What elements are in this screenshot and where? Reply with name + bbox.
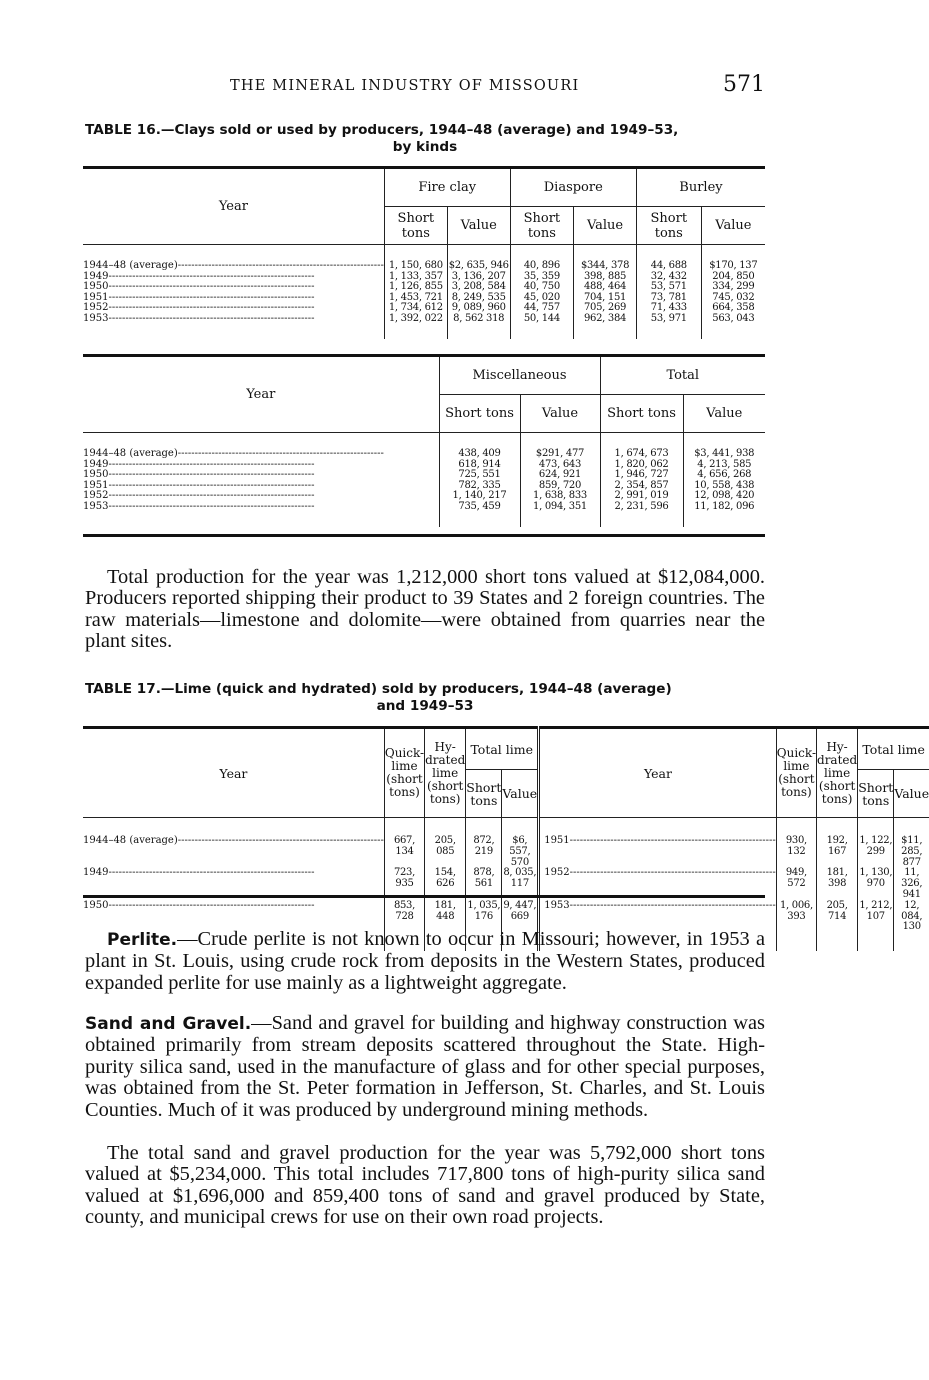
table17-caption-line2: and 1949–53	[376, 698, 474, 714]
table16b-group-header: Miscellaneous	[439, 356, 600, 395]
body-paragraph-last: The total sand and gravel production for the year was 5,792,000 short tons valued at $5,234,000. This total includes 717,800 tons of high-purity silica sand valued at $1,696,000 and 859,400 tons of sand and gravel produced by State, county, and municipal crews for use on their own road projects.	[85, 1142, 765, 1229]
cell-fire-tons: 1, 126, 855	[384, 282, 447, 293]
row-year: 1949-------------------------------------------------------------	[83, 458, 315, 470]
cell-misc-tons: 725, 551	[439, 470, 520, 481]
cell-total-tons: 2, 991, 019	[600, 491, 683, 502]
cell-total-value: 4, 656, 268	[683, 470, 765, 481]
cell-total-tons: 1, 674, 673	[600, 433, 683, 460]
column-header: Short tons	[466, 770, 502, 818]
cell-total-value: 12, 098, 420	[683, 491, 765, 502]
cell-total-tons: 2, 231, 596	[600, 502, 683, 527]
table17-caption-line1: TABLE 17.—Lime (quick and hydrated) sold by producers, 1944–48 (average)	[85, 681, 672, 697]
row-year-right: 1952-------------------------------------------------------------	[539, 868, 777, 900]
table-row	[83, 314, 765, 339]
row-year: 1951-------------------------------------------------------------	[83, 479, 315, 491]
cell-value: 9, 447, 669	[502, 901, 539, 951]
cell-quick: 723, 935	[384, 868, 424, 900]
cell-quick: 667, 134	[384, 818, 424, 869]
cell-hydrated: 205, 085	[425, 818, 466, 869]
cell-burley-tons: 32, 432	[636, 272, 701, 283]
row-year: 1944–48 (average)-------------------------------------------------------------	[83, 448, 384, 459]
cell-burley-tons: 53, 571	[636, 282, 701, 293]
cell-fire-value: 9, 089, 960	[447, 303, 510, 314]
cell-diaspore-value: 962, 384	[574, 314, 637, 339]
perlite-paragraph	[85, 929, 765, 994]
cell-hydrated: 181, 448	[425, 901, 466, 951]
cell-diaspore-tons: 35, 359	[510, 272, 574, 283]
cell-quick-right: 1, 006, 393	[776, 901, 816, 951]
column-header: Value	[894, 770, 929, 818]
perlite-text: —Crude perlite is not known to occur in Missouri; however, in 1953 a plant in St. Louis, using crude rock from deposits in the Western States, produced expanded perlite for use mainly as a lightweight aggregate.	[85, 928, 765, 994]
row-year: 1953-------------------------------------------------------------	[83, 500, 315, 512]
cell-misc-tons: 735, 459	[439, 502, 520, 527]
cell-tons-right: 1, 130, 970	[858, 868, 894, 900]
cell-fire-tons: 1, 453, 721	[384, 293, 447, 304]
table-row	[83, 818, 929, 869]
cell-misc-value: 1, 094, 351	[520, 502, 600, 527]
table16-caption-line1: TABLE 16.—Clays sold or used by producers, 1944–48 (average) and 1949–53,	[85, 122, 679, 138]
cell-diaspore-value: 705, 269	[574, 303, 637, 314]
cell-total-value: $3, 441, 938	[683, 433, 765, 460]
cell-misc-value: $291, 477	[520, 433, 600, 460]
cell-diaspore-tons: 44, 757	[510, 303, 574, 314]
cell-fire-tons: 1, 133, 357	[384, 272, 447, 283]
cell-value-right: $11, 285, 877	[894, 818, 929, 869]
cell-diaspore-value: 488, 464	[574, 282, 637, 293]
table-row	[83, 502, 765, 527]
cell-fire-tons: 1, 150, 680	[384, 245, 447, 272]
cell-value-right: 12, 084, 130	[894, 901, 929, 951]
row-year: 1951-------------------------------------------------------------	[83, 291, 315, 303]
table16a-group-header: Fire clay	[384, 168, 510, 207]
cell-burley-value: 334, 299	[701, 282, 765, 293]
cell-misc-value: 473, 643	[520, 460, 600, 471]
column-header: Value	[520, 395, 600, 433]
cell-burley-tons: 44, 688	[636, 245, 701, 272]
row-year: 1950-------------------------------------------------------------	[83, 281, 315, 293]
table16a-group-header: Diaspore	[510, 168, 636, 207]
column-header: Value	[574, 207, 637, 245]
row-year: 1952-------------------------------------------------------------	[83, 490, 315, 502]
cell-hydrated-right: 192, 167	[817, 818, 858, 869]
row-year: 1944–48 (average)-------------------------------------------------------------	[83, 260, 384, 271]
page-number: 571	[723, 72, 765, 97]
cell-quick: 853, 728	[384, 901, 424, 951]
column-header: Value	[502, 770, 539, 818]
row-year: 1949-------------------------------------------------------------	[83, 867, 315, 879]
row-year: 1944–48 (average)-------------------------------------------------------------	[83, 835, 384, 846]
sand-gravel-text: —Sand and gravel for building and highway construction was obtained primarily from stream deposits scattered throughout the State. High-purity silica sand, used in the manufacture of glass and for other special purposes, was obtained from the St. Peter formation in Jefferson, St. Charles, and St. Louis Counties. Much of it was produced by underground mining methods.	[85, 1012, 765, 1121]
cell-quick-right: 949, 572	[776, 868, 816, 900]
cell-value-right: 11, 326, 941	[894, 868, 929, 900]
cell-tons-right: 1, 122, 299	[858, 818, 894, 869]
cell-value: 8, 035, 117	[502, 868, 539, 900]
row-year: 1950-------------------------------------------------------------	[83, 899, 315, 911]
cell-fire-value: 3, 136, 207	[447, 272, 510, 283]
cell-diaspore-tons: 45, 020	[510, 293, 574, 304]
column-header: Value	[701, 207, 765, 245]
table17-quicklime-header-right: Quick-lime (short tons)	[776, 728, 816, 818]
row-year: 1950-------------------------------------------------------------	[83, 469, 315, 481]
table17-quicklime-header: Quick-lime (short tons)	[384, 728, 424, 818]
table17-year-header: Year	[83, 728, 384, 818]
row-year-right: 1951-------------------------------------------------------------	[539, 818, 777, 869]
table17-hydrated-header-right: Hy-drated lime (short tons)	[817, 728, 858, 818]
cell-misc-value: 859, 720	[520, 481, 600, 492]
cell-hydrated-right: 181, 398	[817, 868, 858, 900]
cell-hydrated-right: 205, 714	[817, 901, 858, 951]
cell-misc-tons: 618, 914	[439, 460, 520, 471]
cell-burley-value: $170, 137	[701, 245, 765, 272]
table16a-group-header: Burley	[636, 168, 765, 207]
cell-burley-value: 664, 358	[701, 303, 765, 314]
table16-caption	[85, 122, 765, 156]
row-year: 1953-------------------------------------------------------------	[83, 312, 315, 324]
column-header: Short tons	[384, 207, 447, 245]
cell-diaspore-tons: 50, 144	[510, 314, 574, 339]
cell-hydrated: 154, 626	[425, 868, 466, 900]
cell-total-value: 10, 558, 438	[683, 481, 765, 492]
cell-tons: 872, 219	[466, 818, 502, 869]
cell-burley-tons: 73, 781	[636, 293, 701, 304]
table16a-year-header: Year	[83, 168, 384, 245]
row-year: 1949-------------------------------------------------------------	[83, 270, 315, 282]
column-header: Short tons	[439, 395, 520, 433]
cell-burley-tons: 71, 433	[636, 303, 701, 314]
cell-fire-value: 8, 249, 535	[447, 293, 510, 304]
cell-fire-tons: 1, 734, 612	[384, 303, 447, 314]
cell-burley-value: 204, 850	[701, 272, 765, 283]
table17-total-lime-header-right: Total lime	[858, 728, 929, 770]
cell-misc-tons: 782, 335	[439, 481, 520, 492]
cell-total-tons: 2, 354, 857	[600, 481, 683, 492]
cell-total-value: 4, 213, 585	[683, 460, 765, 471]
body-paragraph: Total production for the year was 1,212,000 short tons valued at $12,084,000. Producers reported shipping their product to 39 States and 2 foreign countries. The raw materials—limestone and dolomite—were obtained from quarries near the plant sites.	[85, 566, 765, 653]
sand-gravel-heading: Sand and Gravel.	[85, 1014, 252, 1034]
table16-part-a	[83, 166, 765, 339]
table17-hydrated-header: Hy-drated lime (short tons)	[425, 728, 466, 818]
table17-caption	[85, 681, 765, 715]
column-header: Short tons	[600, 395, 683, 433]
perlite-heading: Perlite.	[107, 930, 178, 950]
cell-burley-tons: 53, 971	[636, 314, 701, 339]
cell-total-tons: 1, 820, 062	[600, 460, 683, 471]
column-header: Short tons	[636, 207, 701, 245]
cell-total-tons: 1, 946, 727	[600, 470, 683, 481]
table17-year-header-right: Year	[539, 728, 777, 818]
table17	[83, 726, 929, 951]
cell-misc-value: 624, 921	[520, 470, 600, 481]
table16-bottom-rule	[83, 534, 765, 537]
column-header: Value	[447, 207, 510, 245]
row-year-right: 1953-------------------------------------------------------------	[539, 901, 777, 951]
column-header: Short tons	[858, 770, 894, 818]
table-row	[83, 433, 765, 460]
cell-misc-tons: 1, 140, 217	[439, 491, 520, 502]
cell-diaspore-tons: 40, 750	[510, 282, 574, 293]
cell-fire-value: 8, 562 318	[447, 314, 510, 339]
cell-misc-value: 1, 638, 833	[520, 491, 600, 502]
cell-diaspore-value: 704, 151	[574, 293, 637, 304]
sand-gravel-paragraph	[85, 1013, 765, 1121]
cell-fire-tons: 1, 392, 022	[384, 314, 447, 339]
cell-burley-value: 563, 043	[701, 314, 765, 339]
cell-fire-value: $2, 635, 946	[447, 245, 510, 272]
table16b-year-header: Year	[83, 356, 439, 433]
cell-diaspore-tons: 40, 896	[510, 245, 574, 272]
cell-misc-tons: 438, 409	[439, 433, 520, 460]
table16-caption-line2: by kinds	[392, 139, 458, 155]
table16b-group-header: Total	[600, 356, 765, 395]
cell-diaspore-value: $344, 378	[574, 245, 637, 272]
cell-value: $6, 557, 570	[502, 818, 539, 869]
cell-tons: 878, 561	[466, 868, 502, 900]
cell-fire-value: 3, 208, 584	[447, 282, 510, 293]
cell-burley-value: 745, 032	[701, 293, 765, 304]
cell-tons: 1, 035, 176	[466, 901, 502, 951]
row-year: 1952-------------------------------------------------------------	[83, 302, 315, 314]
cell-quick-right: 930, 132	[776, 818, 816, 869]
column-header: Value	[683, 395, 765, 433]
cell-tons-right: 1, 212, 107	[858, 901, 894, 951]
cell-diaspore-value: 398, 885	[574, 272, 637, 283]
table-row	[83, 245, 765, 272]
column-header: Short tons	[510, 207, 574, 245]
cell-total-value: 11, 182, 096	[683, 502, 765, 527]
table17-bottom-rule	[83, 895, 765, 898]
table17-total-lime-header: Total lime	[466, 728, 539, 770]
running-head	[85, 74, 765, 100]
running-title: THE MINERAL INDUSTRY OF MISSOURI	[230, 78, 580, 94]
table16-part-b	[83, 354, 765, 527]
